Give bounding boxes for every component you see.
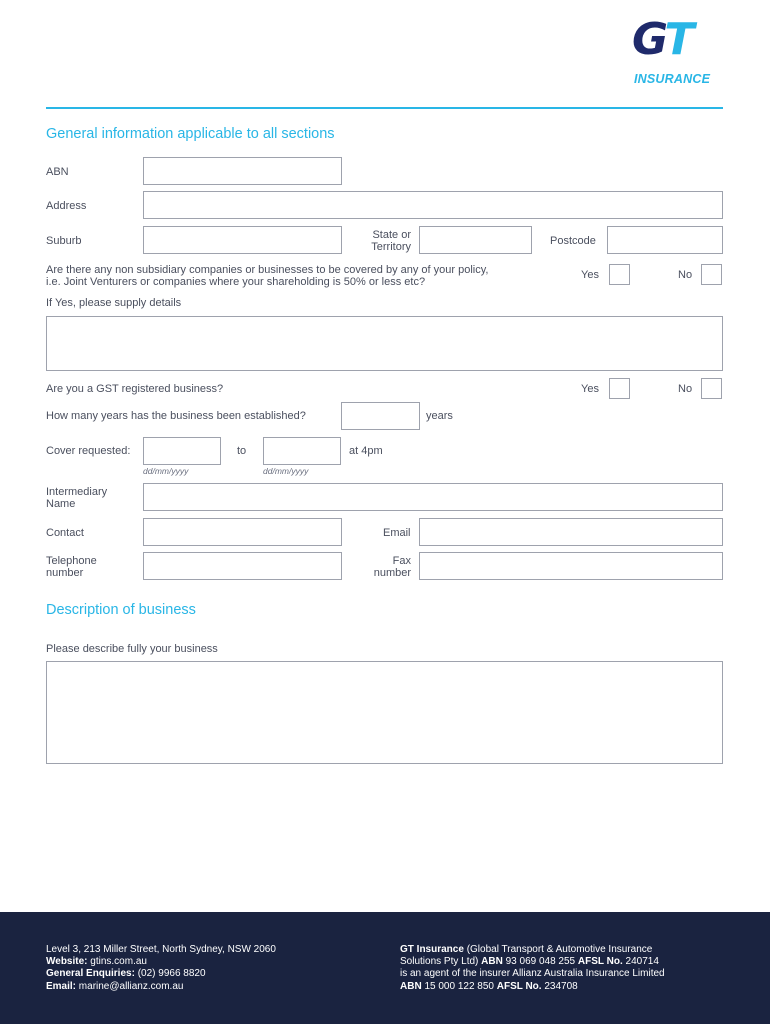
footer-agent-line: is an agent of the insurer Allianz Australia Insurance Limited (400, 968, 665, 980)
details-label: If Yes, please supply details (46, 297, 182, 309)
suburb-label: Suburb (46, 235, 82, 247)
telephone-label-line1: Telephone (46, 555, 97, 567)
abn-label: ABN (46, 166, 69, 178)
footer-email-label: Email: (46, 980, 77, 992)
intermediary-label (46, 486, 107, 510)
footer-website-line (46, 956, 276, 968)
state-field[interactable] (419, 226, 532, 254)
header-divider (46, 107, 723, 109)
footer-email-line (46, 981, 276, 993)
intermediary-field[interactable] (143, 483, 723, 511)
footer-afsl-label: AFSL No. (577, 956, 623, 968)
contact-field[interactable] (143, 518, 342, 546)
footer-enquiries-label: General Enquiries: (46, 968, 135, 980)
footer-email-link[interactable]: marine@allianz.com.au (78, 980, 184, 992)
subsidiary-yes-checkbox[interactable] (609, 264, 630, 285)
footer-abn2: 15 000 122 850 (424, 980, 494, 992)
state-label-line2: Territory (371, 241, 411, 253)
subsidiary-question-line1: Are there any non subsidiary companies or businesses to be covered by any of your policy, (46, 264, 489, 276)
telephone-field[interactable] (143, 552, 342, 580)
logo-mark (632, 14, 691, 65)
gst-yes-checkbox[interactable] (609, 378, 630, 399)
abn-field[interactable] (143, 157, 342, 185)
subsidiary-question-line2: i.e. Joint Venturers or companies where your shareholding is 50% or less etc? (46, 276, 426, 288)
footer-company-line2 (400, 956, 665, 968)
suburb-field[interactable] (143, 226, 342, 254)
footer-website-label: Website: (46, 956, 88, 968)
fax-label (362, 555, 411, 579)
subsidiary-no-checkbox[interactable] (701, 264, 722, 285)
cover-to-field[interactable] (263, 437, 341, 465)
footer-enquiries-line (46, 968, 276, 980)
footer-afsl: 240714 (625, 956, 659, 968)
state-label (350, 229, 411, 253)
years-question: How many years has the business been established? (46, 410, 306, 422)
footer-company-fullname-2: Solutions Pty Ltd) (400, 956, 479, 968)
fax-field[interactable] (419, 552, 723, 580)
email-field[interactable] (419, 518, 723, 546)
address-label: Address (46, 200, 87, 212)
gt-insurance-logo (632, 14, 724, 88)
general-section-title: General information applicable to all sections (46, 126, 335, 142)
footer-abn2-label: ABN (400, 980, 422, 992)
cover-label: Cover requested: (46, 445, 131, 457)
cover-from-hint: dd/mm/yyyy (143, 466, 189, 476)
intermediary-label-line2: Name (46, 498, 76, 510)
footer-company (400, 944, 665, 993)
details-textarea[interactable] (46, 316, 723, 371)
subsidiary-no-label: No (678, 269, 693, 281)
footer-afsl2: 234708 (544, 980, 578, 992)
contact-label: Contact (46, 527, 84, 539)
subsidiary-yes-label: Yes (581, 269, 599, 281)
years-unit: years (426, 410, 453, 422)
telephone-label (46, 555, 97, 579)
state-label-line1: State or (372, 229, 411, 241)
years-field[interactable] (341, 402, 420, 430)
telephone-label-line2: number (46, 567, 84, 579)
cover-from-field[interactable] (143, 437, 221, 465)
footer-abn: 93 069 048 255 (505, 956, 576, 968)
intermediary-label-line1: Intermediary (46, 486, 108, 498)
footer-abn-label: ABN (481, 956, 503, 968)
footer-website-link[interactable]: gtins.com.au (90, 956, 147, 968)
footer-company-line1 (400, 944, 665, 956)
subsidiary-question (46, 264, 488, 288)
footer-company-line4 (400, 981, 665, 993)
fax-label-line1: Fax (392, 555, 411, 567)
cover-to-label: to (237, 445, 247, 457)
footer (0, 912, 770, 1024)
email-label: Email (383, 527, 411, 539)
postcode-label: Postcode (550, 235, 596, 247)
gst-yes-label: Yes (581, 383, 599, 395)
footer-contact (46, 944, 276, 993)
fax-label-line2: number (373, 567, 411, 579)
footer-company-name: GT Insurance (400, 944, 464, 955)
cover-time-label: at 4pm (349, 445, 383, 457)
logo-subtitle: INSURANCE (634, 72, 711, 86)
business-section-title: Description of business (46, 602, 196, 618)
postcode-field[interactable] (607, 226, 723, 254)
describe-label: Please describe fully your business (46, 643, 218, 655)
address-field[interactable] (143, 191, 723, 219)
gst-question: Are you a GST registered business? (46, 383, 224, 395)
footer-enquiries-phone: (02) 9966 8820 (137, 968, 206, 980)
cover-to-hint: dd/mm/yyyy (263, 466, 309, 476)
footer-company-fullname: (Global Transport & Automotive Insurance (466, 944, 653, 955)
gst-no-checkbox[interactable] (701, 378, 722, 399)
footer-afsl2-label: AFSL No. (496, 980, 542, 992)
business-description-textarea[interactable] (46, 661, 723, 764)
logo-letter-t: T (664, 14, 692, 65)
footer-address: Level 3, 213 Miller Street, North Sydney, NSW 2060 (46, 944, 276, 955)
logo-letter-g: G (632, 14, 665, 65)
gst-no-label: No (678, 383, 693, 395)
